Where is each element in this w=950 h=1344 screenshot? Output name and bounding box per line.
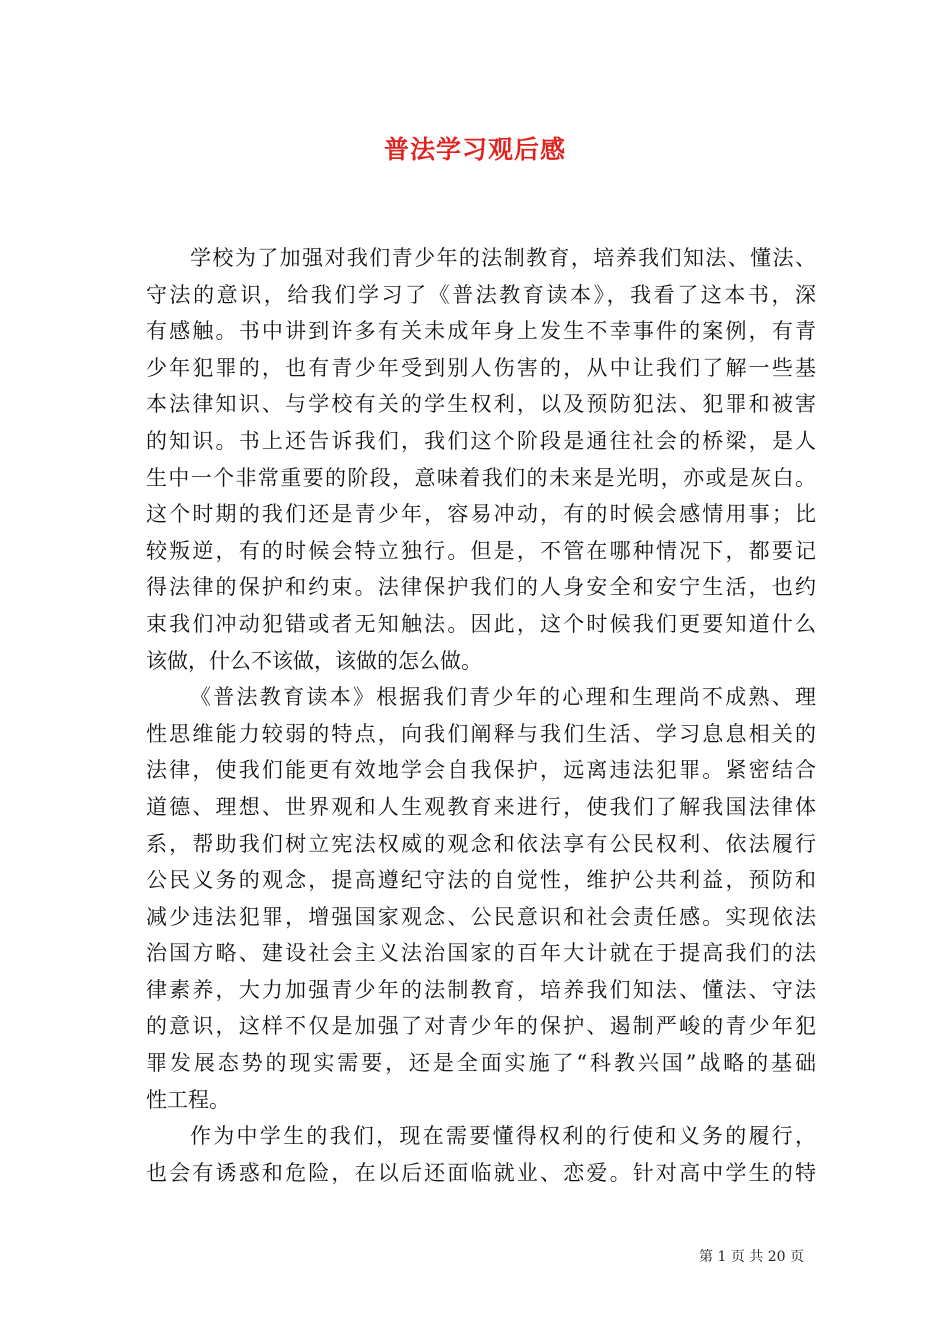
text-line: 的意识，这样不仅是加强了对青少年的保护、遏制严峻的青少年犯: [146, 1014, 816, 1039]
text-line: 学校为了加强对我们青少年的法制教育，培养我们知法、懂法、: [190, 246, 816, 270]
text-line: 本法律知识、与学校有关的学生权利，以及预防犯法、犯罪和被害: [146, 392, 816, 417]
text-line: 束我们冲动犯错或者无知触法。因此，这个时候我们更要知道什么: [146, 611, 816, 636]
text-line: 少年犯罪的，也有青少年受到别人伤害的，从中让我们了解一些基: [146, 355, 816, 380]
text-line: 也会有诱惑和危险，在以后还面临就业、恋爱。针对高中学生的特: [146, 1160, 816, 1185]
text-line: 罪发展态势的现实需要，还是全面实施了“科教兴国”战略的基础: [146, 1051, 816, 1076]
text-line: 较叛逆，有的时候会特立独行。但是，不管在哪种情况下，都要记: [146, 538, 816, 563]
document-body: [146, 240, 816, 1191]
text-line: 系，帮助我们树立宪法权威的观念和依法享有公民权利、依法履行: [146, 831, 816, 856]
text-line: 减少违法犯罪，增强国家观念、公民意识和社会责任感。实现依法: [146, 904, 816, 929]
text-line: 该做，什么不该做，该做的怎么做。: [146, 648, 482, 673]
text-line: 治国方略、建设社会主义法治国家的百年大计就在于提高我们的法: [146, 941, 816, 966]
paragraph-2: [146, 679, 816, 1118]
text-line: 性思维能力较弱的特点，向我们阐释与我们生活、学习息息相关的: [146, 721, 816, 746]
text-line: 有感触。书中讲到许多有关未成年身上发生不幸事件的案例，有青: [146, 319, 816, 344]
text-line: 公民义务的观念，提高遵纪守法的自觉性，维护公共利益，预防和: [146, 868, 816, 893]
text-line: 法律，使我们能更有效地学会自我保护，远离违法犯罪。紧密结合: [146, 758, 816, 783]
text-line: 的知识。书上还告诉我们，我们这个阶段是通往社会的桥梁，是人: [146, 428, 816, 453]
text-line: 道德、理想、世界观和人生观教育来进行，使我们了解我国法律体: [146, 794, 816, 819]
document-title: 普法学习观后感: [383, 135, 566, 164]
text-line: 守法的意识，给我们学习了《普法教育读本》，我看了这本书，深: [146, 282, 816, 307]
text-line: 《普法教育读本》根据我们青少年的心理和生理尚不成熟、理: [190, 685, 816, 710]
text-line: 律素养，大力加强青少年的法制教育，培养我们知法、懂法、守法: [146, 977, 816, 1002]
text-line: 作为中学生的我们，现在需要懂得权利的行使和义务的履行，: [190, 1124, 816, 1149]
text-line: 生中一个非常重要的阶段，意味着我们的未来是光明，亦或是灰白。: [146, 465, 816, 490]
text-line: 得法律的保护和约束。法律保护我们的人身安全和安宁生活，也约: [146, 575, 816, 600]
text-line: 性工程。: [146, 1087, 230, 1112]
paragraph-1: [146, 240, 816, 679]
text-line: 这个时期的我们还是青少年，容易冲动，有的时候会感情用事；比: [146, 502, 816, 527]
page-number-footer: 第 1 页 共 20 页: [699, 1249, 804, 1265]
paragraph-3: [146, 1118, 816, 1191]
